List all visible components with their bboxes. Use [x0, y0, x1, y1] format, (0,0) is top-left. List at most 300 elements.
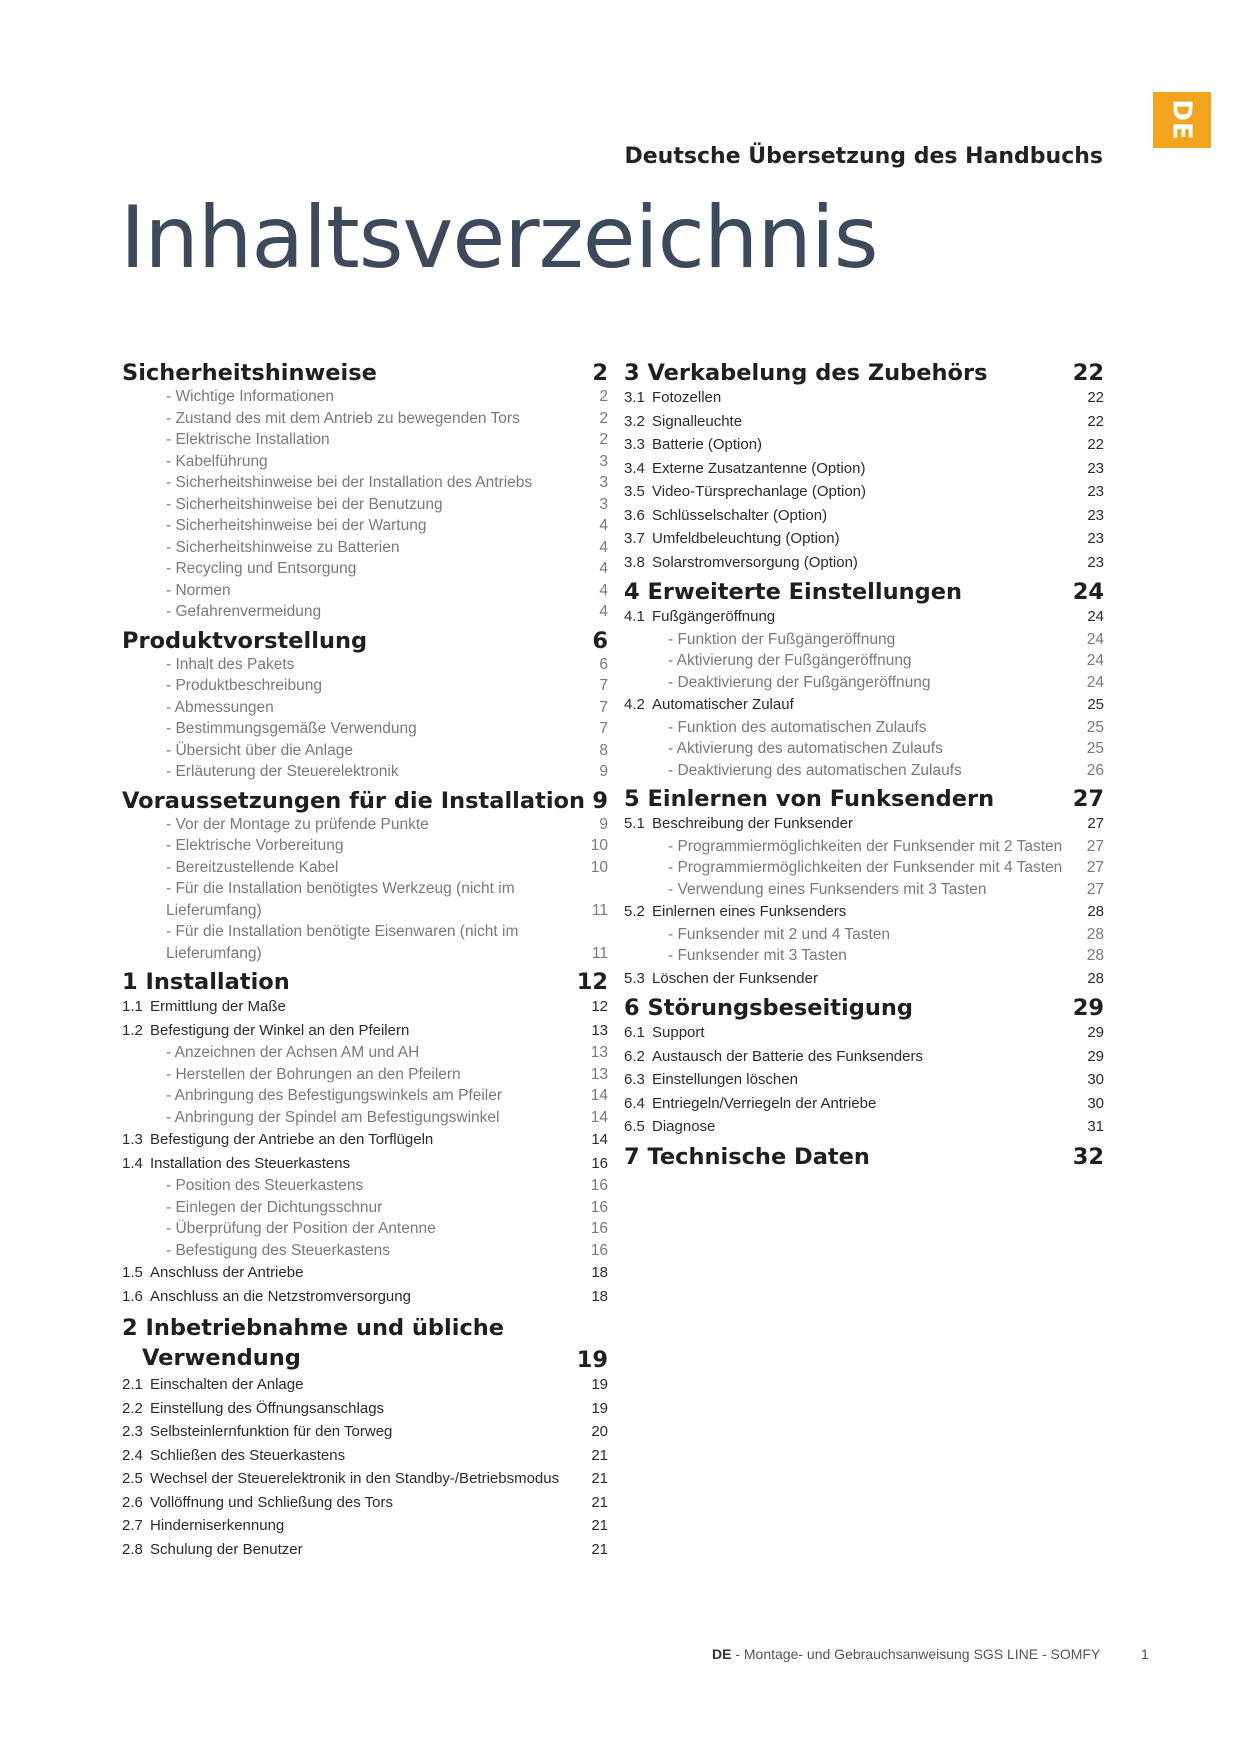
toc-entry-text: Ermittlung der Maße	[150, 998, 286, 1015]
toc-subentry-text: - Elektrische Installation	[166, 431, 330, 448]
toc-entry-text: Entriegeln/Verriegeln der Antriebe	[652, 1094, 877, 1112]
toc-entry-label	[624, 967, 818, 991]
toc-subentry[interactable]	[122, 697, 608, 719]
toc-page-number: 21	[591, 1470, 608, 1487]
toc-subentry[interactable]	[122, 1107, 608, 1129]
toc-entry-label	[624, 1045, 923, 1069]
toc-subentry-text: - Sicherheitshinweise bei der Benutzung	[166, 495, 443, 513]
toc-page-number: 2	[599, 409, 608, 427]
toc-subentry[interactable]	[624, 672, 1104, 694]
toc-subentry[interactable]	[122, 835, 608, 857]
toc-section-title	[122, 1313, 504, 1373]
toc-subentry[interactable]	[624, 738, 1104, 760]
toc-entry-text: Signalleuchte	[652, 412, 743, 430]
toc-subentry-text: - Bestimmungsgemäße Verwendung	[166, 720, 417, 737]
toc-section-title: 1 Installation	[122, 969, 290, 995]
toc-subentry[interactable]	[122, 1197, 608, 1219]
toc-entry[interactable]	[122, 1514, 608, 1538]
toc-page-number: 2	[592, 360, 608, 386]
toc-entry-text: Installation des Steuerkastens	[150, 1154, 351, 1172]
toc-entry-number: 1.3	[122, 1131, 143, 1148]
toc-entry-text: Fotozellen	[652, 389, 722, 406]
toc-page-number: 28	[1086, 925, 1104, 943]
toc-entry-number: 1.6	[122, 1287, 143, 1305]
toc-subentry-text: - Für die Installation benötigtes Werkzeug (nicht im	[166, 880, 515, 897]
toc-entry[interactable]	[624, 1045, 1104, 1069]
toc-section-title: 4 Erweiterte Einstellungen	[624, 579, 963, 605]
toc-page-number: 7	[599, 720, 608, 737]
toc-entry-label	[122, 1152, 350, 1176]
toc-page-number: 23	[1087, 553, 1104, 571]
toc-subentry[interactable]	[122, 537, 608, 559]
toc-subentry[interactable]	[122, 1064, 608, 1086]
toc-subentry[interactable]	[122, 558, 608, 580]
toc-subentry[interactable]	[122, 718, 608, 740]
toc-page-number: 19	[576, 1347, 608, 1373]
toc-page-number: 11	[591, 944, 608, 962]
toc-subentry[interactable]	[122, 1218, 608, 1240]
toc-entry[interactable]	[624, 967, 1104, 991]
toc-page-number: 27	[1086, 837, 1104, 855]
toc-entry-number: 3.5	[624, 483, 645, 500]
toc-entry-label	[122, 1467, 559, 1491]
toc-subentry[interactable]	[122, 675, 608, 697]
toc-subentry[interactable]	[122, 515, 608, 537]
toc-page-number: 24	[1086, 673, 1104, 691]
toc-subentry-text: - Deaktivierung des automatischen Zulaufs	[668, 761, 962, 779]
toc-section-heading[interactable]	[122, 1313, 608, 1373]
toc-entry-text: Einstellung des Öffnungsanschlags	[150, 1399, 385, 1417]
page-number: 1	[1141, 1646, 1149, 1662]
toc-subentry-text: - Kabelführung	[166, 452, 268, 470]
toc-subentry[interactable]	[122, 580, 608, 602]
toc-page-number: 2	[599, 388, 608, 405]
toc-section-title: Voraussetzungen für die Installation	[122, 787, 586, 814]
toc-section-title: Produktvorstellung	[122, 627, 368, 654]
toc-page-number: 12	[591, 998, 608, 1015]
toc-subentry[interactable]	[624, 650, 1104, 672]
toc-entry-number: 2.3	[122, 1423, 143, 1440]
toc-section-heading[interactable]	[624, 786, 1104, 812]
toc-entry-number: 2.5	[122, 1470, 143, 1487]
toc-subentry[interactable]	[624, 717, 1104, 739]
toc-section-heading[interactable]	[624, 1144, 1104, 1170]
toc-section-heading[interactable]	[624, 360, 1104, 386]
toc-subentry-text: - Funktion der Fußgängeröffnung	[668, 630, 896, 648]
toc-subentry-text: - Deaktivierung der Fußgängeröffnung	[668, 673, 931, 691]
toc-page-number: 16	[590, 1241, 608, 1259]
toc-page-number: 27	[1086, 859, 1104, 876]
toc-entry-number: 6.2	[624, 1047, 645, 1065]
toc-subentry[interactable]	[122, 1085, 608, 1107]
toc-right-column	[624, 360, 1104, 1170]
toc-entry[interactable]	[122, 1152, 608, 1176]
toc-subentry[interactable]	[624, 760, 1104, 782]
toc-subentry-text: - Anbringung des Befestigungswinkels am Pfeiler	[166, 1087, 503, 1104]
toc-entry[interactable]	[624, 1068, 1104, 1092]
toc-subentry[interactable]	[122, 494, 608, 516]
toc-subentry[interactable]	[122, 740, 608, 762]
toc-subentry-text: - Anbringung der Spindel am Befestigungswinkel	[166, 1108, 500, 1126]
toc-entry[interactable]	[624, 527, 1104, 551]
toc-page-number: 9	[592, 787, 608, 814]
toc-page-number: 14	[590, 1108, 608, 1126]
toc-entry-text: Video-Türsprechanlage (Option)	[652, 483, 867, 500]
toc-left-column	[122, 360, 608, 1561]
toc-entry-text: Batterie (Option)	[652, 436, 763, 453]
toc-entry-text: Befestigung der Antriebe an den Torflügeln	[150, 1131, 434, 1148]
toc-page-number: 10	[590, 837, 608, 854]
toc-subentry[interactable]	[624, 879, 1104, 901]
toc-page-number: 24	[1086, 652, 1104, 669]
toc-page-number: 4	[599, 560, 608, 577]
toc-page-number: 32	[1072, 1143, 1104, 1170]
toc-entry-number: 3.3	[624, 436, 645, 453]
toc-entry-text: Schließen des Steuerkastens	[150, 1446, 346, 1464]
toc-entry-text: Umfeldbeleuchtung (Option)	[652, 530, 840, 547]
toc-subentry[interactable]	[122, 857, 608, 879]
toc-subentry-text: - Herstellen der Bohrungen an den Pfeilern	[166, 1065, 461, 1083]
toc-entry-number: 1.5	[122, 1264, 143, 1281]
toc-entry-label	[624, 480, 866, 504]
toc-page-number: 4	[599, 603, 608, 620]
toc-entry[interactable]	[122, 1420, 608, 1444]
toc-entry-text: Austausch der Batterie des Funksenders	[652, 1047, 923, 1065]
toc-subentry[interactable]	[624, 857, 1104, 879]
toc-page-number: 22	[1087, 412, 1104, 430]
toc-entry-text: Einstellungen löschen	[652, 1071, 798, 1088]
toc-subentry[interactable]	[122, 429, 608, 451]
toc-entry[interactable]	[624, 433, 1104, 457]
toc-entry-number: 6.5	[624, 1118, 645, 1135]
toc-page-number: 13	[590, 1044, 608, 1061]
toc-section-heading[interactable]	[122, 628, 608, 654]
toc-subentry-text: - Normen	[166, 581, 231, 599]
toc-entry[interactable]	[624, 457, 1104, 481]
toc-subentry[interactable]	[122, 408, 608, 430]
toc-subentry[interactable]	[122, 1240, 608, 1262]
toc-subentry-text: - Überprüfung der Position der Antenne	[166, 1220, 436, 1237]
toc-page-number: 10	[590, 858, 608, 876]
toc-entry-number: 4.2	[624, 696, 645, 713]
toc-subentry[interactable]	[122, 386, 608, 408]
toc-entry[interactable]	[624, 386, 1104, 410]
toc-entry[interactable]	[624, 812, 1104, 836]
toc-entry[interactable]	[122, 1285, 608, 1309]
toc-entry[interactable]	[624, 693, 1104, 717]
toc-entry-number: 2.2	[122, 1399, 143, 1417]
toc-subentry-text: - Aktivierung des automatischen Zulaufs	[668, 740, 943, 757]
toc-entry-label	[624, 386, 721, 410]
toc-entry-number: 2.8	[122, 1540, 143, 1558]
toc-entry[interactable]	[122, 995, 608, 1019]
toc-entry-label	[122, 1373, 303, 1397]
toc-entry-label	[624, 812, 853, 836]
toc-subentry[interactable]	[624, 945, 1104, 967]
toc-entry-number: 3.6	[624, 506, 645, 524]
toc-page-number: 9	[599, 815, 608, 833]
footer-text: DE - Montage- und Gebrauchsanweisung SGS LINE - SOMFY	[712, 1646, 1101, 1662]
toc-page-number: 16	[590, 1220, 608, 1237]
toc-entry[interactable]	[122, 1467, 608, 1491]
toc-entry-number: 2.4	[122, 1446, 143, 1464]
toc-entry-number: 6.3	[624, 1071, 645, 1088]
toc-entry-label	[624, 1092, 876, 1116]
toc-page-number: 23	[1087, 506, 1104, 524]
toc-entry[interactable]	[624, 410, 1104, 434]
toc-entry-number: 6.1	[624, 1024, 645, 1041]
toc-section-title-line: Verwendung	[142, 1345, 301, 1371]
toc-subentry[interactable]	[624, 924, 1104, 946]
toc-entry-label	[122, 1444, 345, 1468]
toc-entry-text: Support	[652, 1024, 705, 1041]
toc-entry-number: 3.8	[624, 553, 645, 571]
toc-section-title: 7 Technische Daten	[624, 1143, 870, 1170]
toc-subentry[interactable]	[122, 761, 608, 783]
toc-page-number: 21	[591, 1517, 608, 1534]
toc-subentry-text: - Elektrische Vorbereitung	[166, 837, 344, 854]
toc-entry-number: 5.2	[624, 903, 645, 920]
toc-subentry[interactable]	[122, 654, 608, 676]
toc-subentry-text: - Recycling und Entsorgung	[166, 560, 357, 577]
toc-page-number: 23	[1087, 483, 1104, 500]
toc-entry-text: Diagnose	[652, 1118, 716, 1135]
toc-subentry[interactable]	[122, 601, 608, 623]
toc-subentry-text: - Sicherheitshinweise bei der Installation des Antriebs	[166, 474, 533, 491]
toc-page-number: 28	[1086, 947, 1104, 964]
toc-entry-label	[122, 1538, 303, 1562]
toc-section-heading[interactable]	[122, 360, 608, 386]
toc-entry[interactable]	[122, 1373, 608, 1397]
toc-page-number: 7	[599, 698, 608, 716]
toc-subentry-line	[166, 900, 608, 922]
toc-entry-number: 2.1	[122, 1376, 143, 1393]
toc-entry[interactable]	[624, 1021, 1104, 1045]
toc-subentry-text: - Abmessungen	[166, 698, 274, 716]
toc-entry-number: 3.2	[624, 412, 645, 430]
toc-page-number: 7	[599, 677, 608, 694]
toc-page-number: 25	[1086, 740, 1104, 757]
toc-subentry-text: - Wichtige Informationen	[166, 388, 334, 405]
toc-page-number: 29	[1072, 995, 1104, 1021]
toc-page-number: 13	[590, 1065, 608, 1083]
toc-entry-label	[624, 1021, 705, 1045]
toc-entry-number: 1.2	[122, 1021, 143, 1039]
toc-entry-label	[624, 433, 762, 457]
toc-page-number: 3	[599, 474, 608, 491]
toc-subentry[interactable]	[122, 878, 608, 921]
toc-subentry-text: - Erläuterung der Steuerelektronik	[166, 763, 399, 780]
toc-subentry-text: Lieferumfang)	[166, 901, 262, 919]
toc-subentry-text: - Für die Installation benötigte Eisenwaren (nicht im	[166, 923, 519, 940]
toc-section-title: Sicherheitshinweise	[122, 360, 377, 386]
toc-entry[interactable]	[624, 605, 1104, 629]
toc-page-number: 27	[1072, 786, 1104, 812]
toc-subentry-text: - Position des Steuerkastens	[166, 1177, 364, 1194]
toc-entry-number: 5.1	[624, 815, 645, 832]
toc-page-number: 24	[1072, 579, 1104, 605]
toc-entry[interactable]	[122, 1261, 608, 1285]
toc-entry-label	[624, 457, 865, 481]
toc-section-title-line: 2 Inbetriebnahme und übliche	[122, 1315, 505, 1341]
toc-entry-number: 5.3	[624, 969, 645, 987]
toc-page-number: 2	[599, 431, 608, 448]
page-title: Inhaltsverzeichnis	[120, 188, 878, 288]
toc-section-heading[interactable]	[624, 579, 1104, 605]
toc-entry-label	[624, 1115, 715, 1139]
toc-page-number: 30	[1087, 1071, 1104, 1088]
toc-entry[interactable]	[624, 551, 1104, 575]
toc-entry-text: Einlernen eines Funksenders	[652, 903, 847, 920]
toc-entry-label	[122, 1019, 409, 1043]
toc-subentry-line	[166, 943, 608, 965]
toc-entry-text: Anschluss der Antriebe	[150, 1264, 304, 1281]
toc-subentry-text: - Zustand des mit dem Antrieb zu bewegenden Tors	[166, 409, 520, 427]
toc-section-title: 6 Störungsbeseitigung	[624, 995, 913, 1021]
language-tab: DE	[1153, 92, 1211, 148]
toc-page-number: 27	[1086, 880, 1104, 898]
toc-entry[interactable]	[122, 1538, 608, 1562]
toc-section-heading[interactable]	[122, 788, 608, 814]
toc-entry[interactable]	[624, 480, 1104, 504]
toc-subentry-text: - Übersicht über die Anlage	[166, 741, 353, 759]
toc-subentry-text: - Anzeichnen der Achsen AM und AH	[166, 1044, 420, 1061]
toc-entry-text: Anschluss an die Netzstromversorgung	[150, 1287, 411, 1305]
toc-entry-text: Schulung der Benutzer	[150, 1540, 303, 1558]
toc-entry-text: Hinderniserkennung	[150, 1517, 285, 1534]
toc-entry[interactable]	[122, 1019, 608, 1043]
toc-page-number: 16	[590, 1198, 608, 1216]
toc-entry-number: 4.1	[624, 608, 645, 625]
toc-entry-text: Externe Zusatzantenne (Option)	[652, 459, 866, 477]
toc-page-number: 14	[591, 1131, 608, 1148]
toc-subentry-text: - Einlegen der Dichtungsschnur	[166, 1198, 383, 1216]
toc-subentry-text: - Funktion des automatischen Zulaufs	[668, 718, 927, 736]
toc-subentry-text: - Befestigung des Steuerkastens	[166, 1241, 391, 1259]
toc-entry-text: Beschreibung der Funksender	[652, 815, 853, 832]
toc-entry-text: Vollöffnung und Schließung des Tors	[150, 1493, 393, 1511]
toc-page-number: 29	[1087, 1047, 1104, 1065]
toc-entry[interactable]	[624, 504, 1104, 528]
toc-page-number: 9	[599, 763, 608, 780]
toc-entry-label	[624, 693, 794, 717]
toc-subentry-text: - Sicherheitshinweise bei der Wartung	[166, 517, 427, 534]
toc-page-number: 24	[1087, 608, 1104, 625]
toc-section-heading[interactable]	[122, 969, 608, 995]
toc-subentry-text: - Programmiermöglichkeiten der Funksender mit 2 Tasten	[668, 837, 1063, 855]
toc-entry-label	[122, 1261, 303, 1285]
toc-page-number: 21	[591, 1493, 608, 1511]
toc-subentry[interactable]	[122, 1175, 608, 1197]
toc-subentry[interactable]	[122, 1042, 608, 1064]
toc-section-title: 5 Einlernen von Funksendern	[624, 786, 995, 812]
toc-subentry[interactable]	[122, 814, 608, 836]
toc-page-number: 16	[590, 1177, 608, 1194]
toc-subentry[interactable]	[122, 472, 608, 494]
toc-entry[interactable]	[122, 1397, 608, 1421]
toc-entry[interactable]	[122, 1444, 608, 1468]
toc-entry-number: 3.4	[624, 459, 645, 477]
toc-entry-number: 3.7	[624, 530, 645, 547]
toc-page-number: 3	[599, 495, 608, 513]
toc-entry[interactable]	[624, 1092, 1104, 1116]
toc-entry-label	[624, 605, 775, 629]
toc-subentry-text: - Sicherheitshinweise zu Batterien	[166, 538, 400, 556]
toc-subentry-text: Lieferumfang)	[166, 944, 262, 962]
toc-page-number: 29	[1087, 1024, 1104, 1041]
toc-entry-label	[624, 504, 827, 528]
toc-page-number: 26	[1086, 761, 1104, 779]
toc-subentry[interactable]	[624, 629, 1104, 651]
toc-entry-label	[122, 1491, 393, 1515]
toc-entry-label	[624, 900, 846, 924]
toc-page-number: 18	[591, 1264, 608, 1281]
toc-page-number: 23	[1087, 530, 1104, 547]
toc-page-number: 31	[1087, 1118, 1104, 1135]
toc-subentry[interactable]	[122, 921, 608, 964]
toc-page-number: 12	[576, 969, 608, 995]
toc-subentry[interactable]	[122, 451, 608, 473]
toc-subentry-text: - Inhalt des Pakets	[166, 655, 295, 673]
toc-page-number: 19	[591, 1399, 608, 1417]
toc-subentry-text: - Funksender mit 2 und 4 Tasten	[668, 925, 891, 943]
toc-page-number: 4	[599, 581, 608, 599]
toc-entry[interactable]	[122, 1128, 608, 1152]
toc-subentry-text: - Produktbeschreibung	[166, 677, 322, 694]
toc-page-number: 20	[591, 1423, 608, 1440]
toc-entry-text: Löschen der Funksender	[652, 969, 818, 987]
toc-page-number: 23	[1087, 459, 1104, 477]
toc-entry[interactable]	[122, 1491, 608, 1515]
toc-page-number: 28	[1087, 969, 1104, 987]
toc-page-number: 4	[599, 517, 608, 534]
toc-page-number: 22	[1087, 436, 1104, 453]
toc-entry-number: 1.1	[122, 998, 143, 1015]
toc-entry[interactable]	[624, 900, 1104, 924]
toc-entry-number: 1.4	[122, 1154, 143, 1172]
toc-page-number: 21	[591, 1540, 608, 1558]
toc-entry-text: Solarstromversorgung (Option)	[652, 553, 858, 571]
toc-entry-label	[122, 1514, 284, 1538]
toc-entry-label	[122, 995, 286, 1019]
toc-subentry-text: - Verwendung eines Funksenders mit 3 Tasten	[668, 880, 987, 898]
toc-page-number: 3	[599, 452, 608, 470]
toc-entry[interactable]	[624, 1115, 1104, 1139]
toc-entry-number: 6.4	[624, 1094, 645, 1112]
toc-subentry[interactable]	[624, 836, 1104, 858]
toc-page-number: 25	[1087, 696, 1104, 713]
toc-subentry-text: - Funksender mit 3 Tasten	[668, 947, 847, 964]
toc-entry-text: Einschalten der Anlage	[150, 1376, 304, 1393]
toc-page-number: 30	[1087, 1094, 1104, 1112]
toc-page-number: 25	[1086, 718, 1104, 736]
toc-entry-label	[122, 1397, 384, 1421]
toc-entry-label	[624, 527, 840, 551]
toc-entry-text: Selbsteinlernfunktion für den Torweg	[150, 1423, 393, 1440]
toc-entry-number: 2.6	[122, 1493, 143, 1511]
toc-page-number: 22	[1087, 389, 1104, 406]
toc-page-number: 19	[591, 1376, 608, 1393]
toc-page-number: 24	[1086, 630, 1104, 648]
toc-entry-label	[122, 1420, 392, 1444]
toc-entry-label	[624, 410, 742, 434]
toc-entry-label	[624, 551, 858, 575]
toc-section-heading[interactable]	[624, 995, 1104, 1021]
page-subtitle: Deutsche Übersetzung des Handbuchs	[624, 144, 1103, 169]
toc-page-number: 13	[591, 1021, 608, 1039]
toc-entry-text: Schlüsselschalter (Option)	[652, 506, 828, 524]
toc-section-title: 3 Verkabelung des Zubehörs	[624, 360, 988, 386]
